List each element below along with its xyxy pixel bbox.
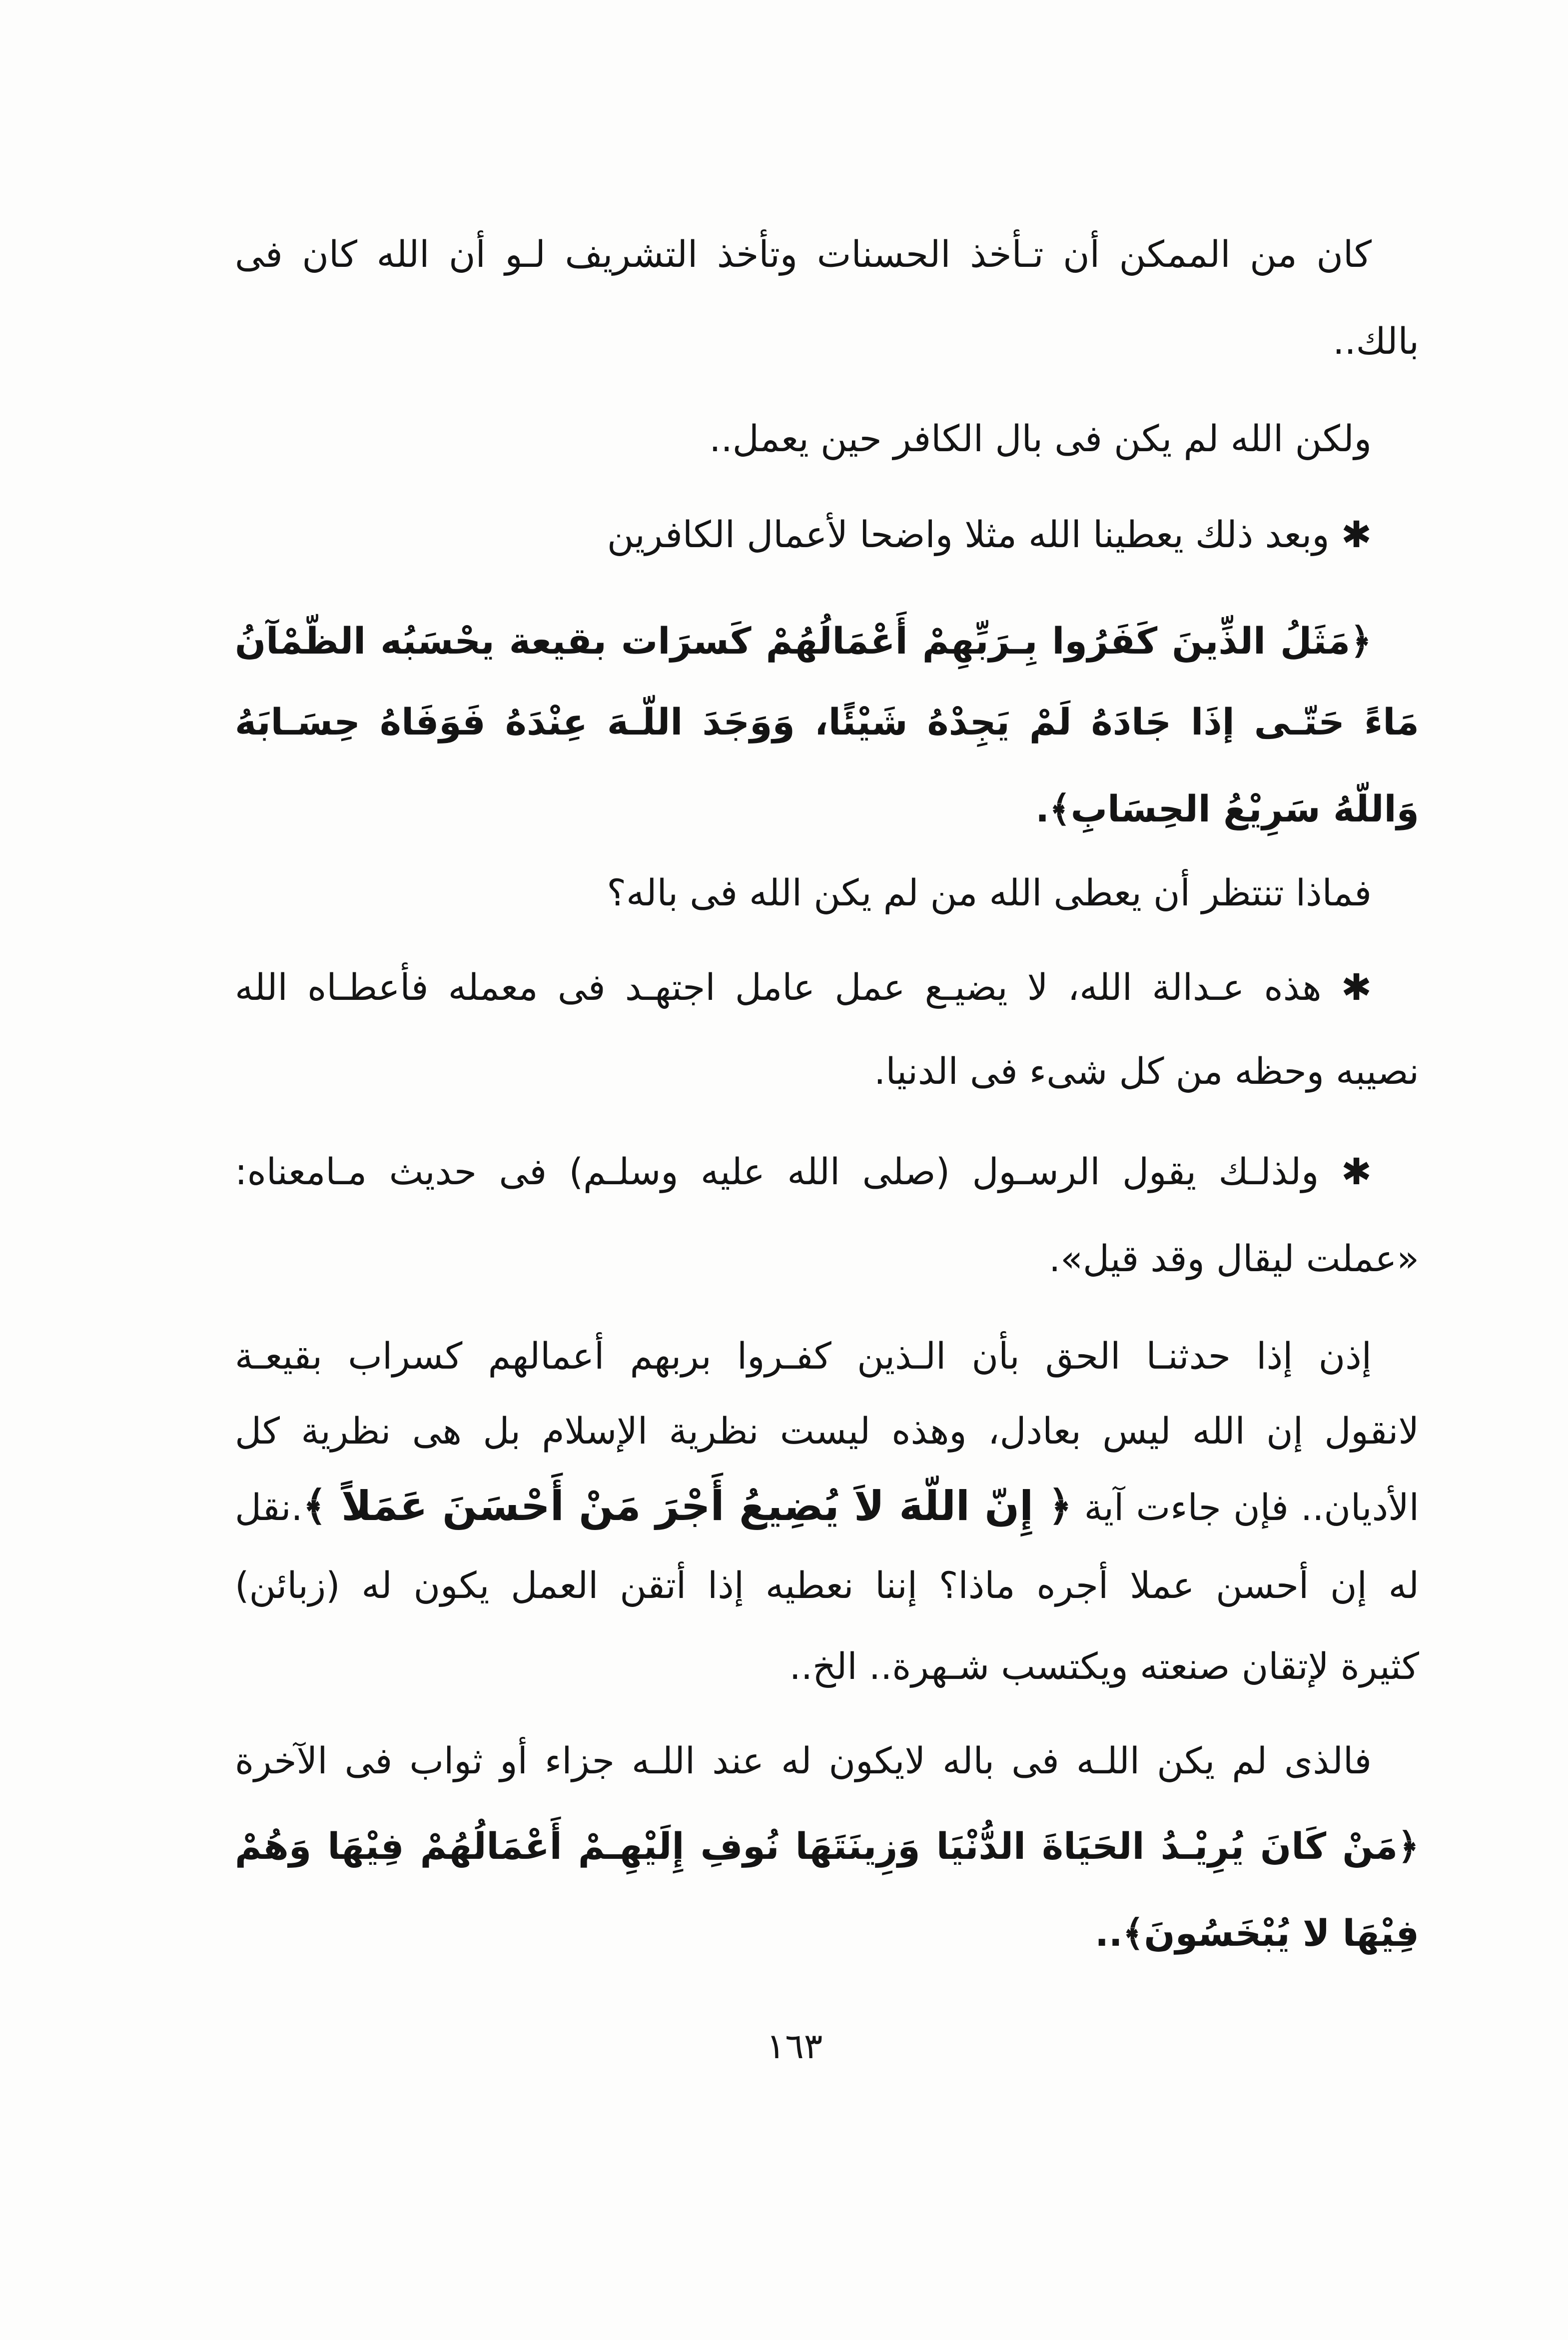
paragraph-1-line-1: كان من الممكن أن تـأخذ الحسنات وتأخذ التشريف لـو أن الله كان فى xyxy=(235,233,1372,276)
quote-2-line-2: فِيْهَا لا يُبْخَسُونَ﴾.. xyxy=(1095,1912,1419,1955)
paragraph-7-line-3 xyxy=(235,1467,1419,1547)
paragraph-7-line-4: له إن أحسن عملا أجره ماذا؟ إننا نعطيه إذا أتقن العمل يكون له (زبائن) xyxy=(235,1564,1419,1607)
paragraph-6-line-1: ✱ ولذلـك يقول الرسـول (صلى الله عليه وسلـم) فى حديث مـامعناه: xyxy=(235,1151,1372,1193)
page-number: ١٦٣ xyxy=(766,2026,823,2067)
line-text-before-quote: الأديان.. فإن جاءت آية xyxy=(1084,1487,1419,1529)
quote-2-line-1: ﴿مَنْ كَانَ يُرِيْـدُ الحَيَاةَ الدُّنْيَا وَزِينَتَهَا نُوفِ إِلَيْهِـمْ أَعْمَالُهُمْ فِيْهَا وَهُمْ xyxy=(235,1825,1419,1868)
paragraph-5-line-2: نصيبه وحظه من كل شىء فى الدنيا. xyxy=(874,1050,1419,1093)
paragraph-7-line-2: لانقول إن الله ليس بعادل، وهذه ليست نظرية الإسلام بل هى نظرية كل xyxy=(235,1410,1419,1453)
quote-1-line-2: مَاءً حَتّـى إذَا جَادَهُ لَمْ يَجِدْهُ شَيْئًا، وَوَجَدَ اللّـهَ عِنْدَهُ فَوَفَاهُ حِسَـابَهُ xyxy=(235,701,1419,744)
paragraph-8-line-1: فالذى لم يكن اللـه فى باله لايكون له عند اللـه جزاء أو ثواب فى الآخرة xyxy=(235,1740,1372,1782)
inline-quote: ﴿ إِنّ اللّهَ لاَ يُضِيعُ أَجْرَ مَنْ أَحْسَنَ عَمَلاً ﴾ xyxy=(302,1483,1072,1530)
paragraph-2-line-1: ولكن الله لم يكن فى بال الكافر حين يعمل.. xyxy=(709,418,1372,460)
paragraph-4-line-1: فماذا تنتظر أن يعطى الله من لم يكن الله فى باله؟ xyxy=(607,872,1372,914)
line-text-after-quote: .نقل xyxy=(235,1487,303,1529)
paragraph-5-line-1: ✱ هذه عـدالة الله، لا يضيـع عمل عامل اجتهـد فى معمله فأعطـاه الله xyxy=(235,966,1372,1009)
paragraph-7-line-1: إذن إذا حدثنـا الحق بأن الـذين كفـروا بربهم أعمالهم كسراب بقيعـة xyxy=(235,1335,1372,1378)
quote-1-line-3: وَاللّهُ سَرِيْعُ الحِسَابِ﴾. xyxy=(1035,788,1419,830)
paragraph-1-line-2: بالك.. xyxy=(1333,320,1419,363)
paragraph-3-line-1: ✱ وبعد ذلك يعطينا الله مثلا واضحا لأعمال الكافرين xyxy=(607,514,1372,556)
paragraph-6-line-2: «عملت ليقال وقد قيل». xyxy=(1049,1238,1419,1280)
paragraph-7-line-5: كثيرة لإتقان صنعته ويكتسب شـهرة.. الخ.. xyxy=(789,1645,1419,1688)
quote-1-line-1: ﴿مَثَلُ الذِّينَ كَفَرُوا بِـرَبِّهِمْ أَعْمَالُهُمْ كَسرَات بقيعة يحْسَبُه الظّمْآنُ xyxy=(235,620,1372,663)
